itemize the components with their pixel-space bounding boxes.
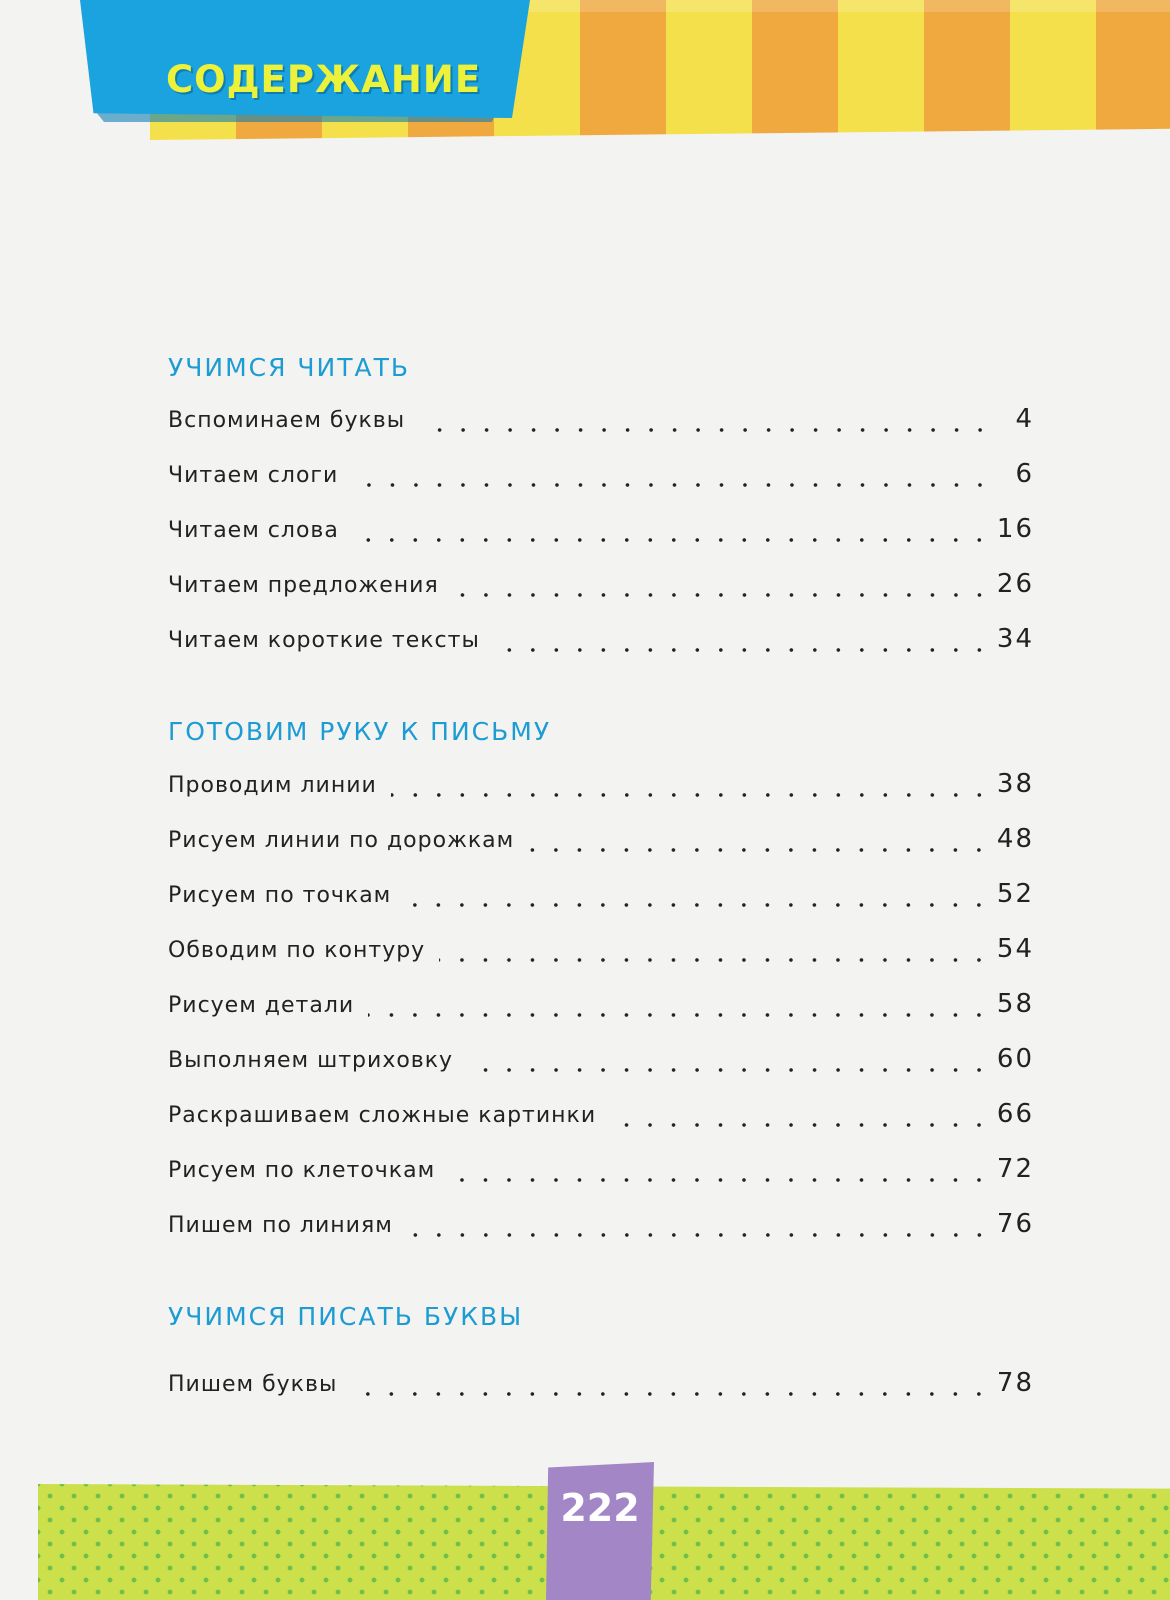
toc-entry[interactable] xyxy=(168,1368,1034,1408)
toc-entry-page: 72 xyxy=(996,1154,1034,1184)
toc-entry-label: Вспоминаем буквы xyxy=(168,408,406,433)
dot-leader xyxy=(405,903,991,907)
toc-entry-label: Читаем слова xyxy=(168,518,339,543)
toc-entry-label: Раскрашиваем сложные картинки xyxy=(168,1103,597,1128)
toc-entry-label: Пишем по линиям xyxy=(168,1213,393,1238)
toc-entry-page: 52 xyxy=(996,879,1034,909)
toc-entry[interactable] xyxy=(168,934,1034,974)
section-heading-learn-to-write-letters: УЧИМСЯ ПИСАТЬ БУКВЫ xyxy=(168,1302,524,1331)
toc-entry[interactable] xyxy=(168,624,1034,664)
toc-entry-page: 58 xyxy=(996,989,1034,1019)
dot-leader xyxy=(419,428,992,432)
toc-entry[interactable] xyxy=(168,514,1034,554)
section-heading-learn-to-read: УЧИМСЯ ЧИТАТЬ xyxy=(168,353,411,382)
dot-leader xyxy=(439,958,991,962)
dot-leader xyxy=(494,648,991,652)
dot-leader xyxy=(467,1068,991,1072)
dot-leader xyxy=(453,593,991,597)
dot-leader xyxy=(353,538,991,542)
toc-entry-label: Обводим по контуру xyxy=(168,938,426,963)
toc-entry-label: Рисуем по клеточкам xyxy=(168,1158,436,1183)
toc-entry[interactable] xyxy=(168,1209,1034,1249)
toc-entry-page: 66 xyxy=(996,1099,1034,1129)
toc-entry[interactable] xyxy=(168,1099,1034,1139)
toc-entry-page: 76 xyxy=(996,1209,1034,1239)
toc-entry-page: 6 xyxy=(1015,459,1034,489)
toc-entry-label: Читаем предложения xyxy=(168,573,439,598)
toc-entry[interactable] xyxy=(168,824,1034,864)
toc-entry-page: 54 xyxy=(996,934,1034,964)
toc-entry-label: Читаем слоги xyxy=(168,463,339,488)
toc-entry-label: Читаем короткие тексты xyxy=(168,628,480,653)
dot-leader xyxy=(351,1392,991,1396)
toc-entry[interactable] xyxy=(168,459,1034,499)
dot-leader xyxy=(528,848,991,852)
dot-leader xyxy=(352,483,992,487)
toc-entry[interactable] xyxy=(168,404,1034,444)
toc-entry-label: Выполняем штриховку xyxy=(168,1048,454,1073)
toc-entry-label: Рисуем детали xyxy=(168,993,355,1018)
dot-leader xyxy=(407,1233,991,1237)
dot-leader xyxy=(391,793,991,797)
toc-entry-label: Пишем буквы xyxy=(168,1372,338,1397)
toc-entry-label: Проводим линии xyxy=(168,773,377,798)
page-number-tab xyxy=(546,1462,654,1600)
toc-entry[interactable] xyxy=(168,879,1034,919)
toc-entry[interactable] xyxy=(168,1044,1034,1084)
toc-entry-label: Рисуем линии по дорожкам xyxy=(168,828,515,853)
toc-entry[interactable] xyxy=(168,769,1034,809)
toc-entry-page: 60 xyxy=(996,1044,1034,1074)
toc-entry[interactable] xyxy=(168,1154,1034,1194)
dot-leader xyxy=(449,1178,991,1182)
toc-entry-page: 78 xyxy=(996,1368,1034,1398)
section-heading-prepare-hand: ГОТОВИМ РУКУ К ПИСЬМУ xyxy=(168,717,552,746)
toc-entry[interactable] xyxy=(168,569,1034,609)
toc-entry-page: 4 xyxy=(1015,404,1034,434)
toc-entry-page: 34 xyxy=(996,624,1034,654)
dot-leader xyxy=(610,1123,991,1127)
page-title: СОДЕРЖАНИЕ xyxy=(166,58,482,101)
toc-entry-page: 48 xyxy=(996,824,1034,854)
toc-entry-page: 38 xyxy=(996,769,1034,799)
toc-entry[interactable] xyxy=(168,989,1034,1029)
toc-entry-page: 16 xyxy=(996,514,1034,544)
toc-entry-label: Рисуем по точкам xyxy=(168,883,392,908)
page-number: 222 xyxy=(560,1486,640,1530)
dot-leader xyxy=(368,1013,991,1017)
toc-entry-page: 26 xyxy=(996,569,1034,599)
